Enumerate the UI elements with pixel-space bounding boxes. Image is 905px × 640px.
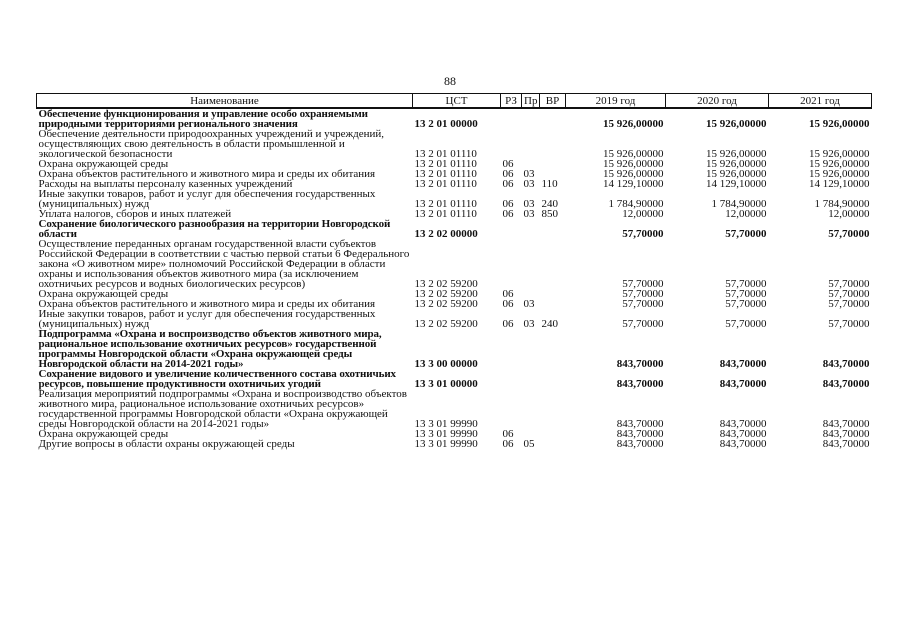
cell-csr: 13 3 01 99990 <box>414 428 478 440</box>
cell-2021: 12,00000 <box>828 208 870 220</box>
cell-rz <box>501 369 522 389</box>
cell-csr: 13 2 01 01110 <box>414 198 477 210</box>
cell-pr <box>522 329 540 369</box>
cell-2020: 843,70000 <box>719 378 767 390</box>
cell-rz: 06 <box>502 298 514 310</box>
cell-vr <box>540 108 566 129</box>
cell-2019: 57,70000 <box>622 288 664 300</box>
cell-csr: 13 2 02 59200 <box>414 278 478 290</box>
cell-2021: 57,70000 <box>828 288 870 300</box>
cell-vr <box>540 219 566 239</box>
cell-rz: 06 <box>502 438 514 450</box>
col-header-2021: 2021 год <box>769 94 872 109</box>
cell-2021: 57,70000 <box>828 228 870 240</box>
cell-rz <box>501 108 522 129</box>
cell-2021: 14 129,10000 <box>809 178 870 190</box>
cell-2020: 14 129,10000 <box>706 178 767 190</box>
cell-rz <box>501 129 522 159</box>
cell-name: Иные закупки товаров, работ и услуг для обеспечения государственных (муниципальных) нужд <box>38 308 376 330</box>
cell-csr: 13 2 02 00000 <box>414 228 478 240</box>
cell-2020: 843,70000 <box>719 428 767 440</box>
table-header-row <box>37 94 872 109</box>
cell-name: Уплата налогов, сборов и иных платежей <box>38 208 232 220</box>
cell-2021: 15 926,00000 <box>809 118 870 130</box>
cell-rz <box>501 219 522 239</box>
cell-2019: 15 926,00000 <box>603 158 664 170</box>
cell-2020: 15 926,00000 <box>706 148 767 160</box>
cell-vr <box>540 369 566 389</box>
col-header-vr: ВР <box>540 94 566 109</box>
cell-pr: 05 <box>523 438 535 450</box>
cell-csr: 13 3 01 99990 <box>414 438 478 450</box>
cell-csr: 13 2 02 59200 <box>414 288 478 300</box>
table-row <box>37 389 872 429</box>
cell-2020: 12,00000 <box>725 208 767 220</box>
cell-pr <box>522 219 540 239</box>
cell-name: Охрана окружающей среды <box>38 288 169 300</box>
cell-2019: 843,70000 <box>616 428 664 440</box>
cell-vr <box>540 159 566 169</box>
cell-2019: 15 926,00000 <box>603 168 664 180</box>
cell-vr <box>540 289 566 299</box>
cell-2021: 15 926,00000 <box>809 148 870 160</box>
cell-2019: 15 926,00000 <box>603 118 664 130</box>
cell-csr: 13 2 02 59200 <box>414 298 478 310</box>
cell-2019: 57,70000 <box>622 318 664 330</box>
cell-csr: 13 2 01 01110 <box>414 158 477 170</box>
table-row <box>37 239 872 289</box>
table-row <box>37 369 872 389</box>
cell-rz: 06 <box>502 198 514 210</box>
cell-2020: 57,70000 <box>725 318 767 330</box>
cell-2019: 843,70000 <box>616 438 664 450</box>
cell-rz: 06 <box>502 178 514 190</box>
cell-pr: 03 <box>523 178 535 190</box>
budget-table <box>36 93 872 449</box>
cell-csr: 13 2 01 01110 <box>414 148 477 160</box>
cell-name: Охрана окружающей среды <box>38 428 169 440</box>
cell-rz <box>501 239 522 289</box>
cell-vr: 240 <box>541 318 558 330</box>
cell-2021: 57,70000 <box>828 278 870 290</box>
cell-2019: 12,00000 <box>622 208 664 220</box>
cell-pr <box>522 239 540 289</box>
cell-rz: 06 <box>502 428 514 440</box>
cell-2019: 843,70000 <box>616 358 664 370</box>
table-row <box>37 329 872 369</box>
cell-name: Сохранение биологического разнообразия на территории Новгородской области <box>38 218 391 240</box>
cell-name: Обеспечение функционирования и управление особо охраняемыми природными территориями регионального значения <box>38 108 368 130</box>
cell-pr: 03 <box>523 318 535 330</box>
cell-vr: 240 <box>541 198 558 210</box>
cell-name: Подпрограмма «Охрана и воспроизводство объектов животного мира, рациональное использование охотничьих ресурсов» государственной программы Новгородской области «Охрана окружающей среды Новгородской области на 2014-2021 годы» <box>38 328 382 370</box>
col-header-pr: Пр <box>522 94 540 109</box>
table-row <box>37 439 872 449</box>
cell-name: Сохранение видового и увеличение количественного состава охотничьих ресурсов, повышение продуктивности охотничьих угодий <box>38 368 396 390</box>
cell-2021: 843,70000 <box>822 428 870 440</box>
table-row <box>37 189 872 209</box>
cell-vr <box>540 329 566 369</box>
cell-2021: 843,70000 <box>822 418 870 430</box>
table-row <box>37 309 872 329</box>
cell-csr: 13 2 01 01110 <box>414 208 477 220</box>
page-number: 88 <box>444 74 456 88</box>
table-body <box>37 108 872 449</box>
cell-rz: 06 <box>502 318 514 330</box>
cell-2021: 57,70000 <box>828 298 870 310</box>
cell-2019: 57,70000 <box>622 228 664 240</box>
cell-2020: 57,70000 <box>725 298 767 310</box>
cell-pr <box>522 108 540 129</box>
cell-vr <box>540 429 566 439</box>
cell-2021: 15 926,00000 <box>809 168 870 180</box>
cell-csr: 13 3 00 00000 <box>414 358 478 370</box>
cell-name: Реализация мероприятий подпрограммы «Охрана и воспроизводство объектов животного мира, рациональное использование охотничьих ресурсов» государственной программы Новгородской области «Охрана окружающей среды Новгородской области на 2014-2021 годы» <box>38 388 407 430</box>
cell-csr: 13 2 01 01110 <box>414 168 477 180</box>
cell-name: Осуществление переданных органам государственной власти субъектов Российской Федерации в соответствии с частью первой статьи 6 Федерального закона «О животном мире» полномочий Российской Федерации в области охраны и использования объектов животного мира (за исключением охотничьих ресурсов и водных биологических ресурсов) <box>38 238 410 290</box>
cell-vr <box>540 389 566 429</box>
cell-rz <box>501 389 522 429</box>
cell-2020: 57,70000 <box>725 288 767 300</box>
cell-vr: 110 <box>541 178 558 190</box>
cell-2021: 57,70000 <box>828 318 870 330</box>
cell-pr <box>522 129 540 159</box>
cell-2020: 15 926,00000 <box>706 168 767 180</box>
cell-name: Расходы на выплаты персоналу казенных учреждений <box>38 178 293 190</box>
cell-2019: 1 784,90000 <box>608 198 664 210</box>
cell-csr: 13 2 01 00000 <box>414 118 478 130</box>
cell-2020: 843,70000 <box>719 438 767 450</box>
col-header-name: Наименование <box>37 94 413 109</box>
cell-rz: 06 <box>502 208 514 220</box>
table-row <box>37 108 872 129</box>
cell-pr: 03 <box>523 298 535 310</box>
cell-2020: 15 926,00000 <box>706 158 767 170</box>
cell-csr: 13 2 01 01110 <box>414 178 477 190</box>
table-row <box>37 129 872 159</box>
cell-2019: 15 926,00000 <box>603 148 664 160</box>
col-header-rz: РЗ <box>501 94 522 109</box>
cell-csr: 13 3 01 00000 <box>414 378 478 390</box>
cell-csr: 13 2 02 59200 <box>414 318 478 330</box>
table-row <box>37 219 872 239</box>
cell-2019: 14 129,10000 <box>603 178 664 190</box>
cell-2021: 15 926,00000 <box>809 158 870 170</box>
cell-2019: 843,70000 <box>616 418 664 430</box>
col-header-2019: 2019 год <box>566 94 666 109</box>
cell-name: Иные закупки товаров, работ и услуг для обеспечения государственных (муниципальных) нужд <box>38 188 376 210</box>
cell-pr <box>522 389 540 429</box>
cell-2020: 1 784,90000 <box>711 198 767 210</box>
cell-2021: 1 784,90000 <box>814 198 870 210</box>
cell-csr: 13 3 01 99990 <box>414 418 478 430</box>
cell-rz: 06 <box>502 158 514 170</box>
cell-name: Охрана объектов растительного и животного мира и среды их обитания <box>38 168 376 180</box>
cell-name: Обеспечение деятельности природоохранных учреждений и учреждений, осуществляющих свою деятельность в области промышленной и экологической безопасности <box>38 128 384 160</box>
cell-vr <box>540 129 566 159</box>
cell-pr: 03 <box>523 168 535 180</box>
cell-rz <box>501 329 522 369</box>
cell-pr: 03 <box>523 208 535 220</box>
cell-name: Охрана объектов растительного и животного мира и среды их обитания <box>38 298 376 310</box>
cell-name: Охрана окружающей среды <box>38 158 169 170</box>
cell-2019: 57,70000 <box>622 278 664 290</box>
cell-2020: 15 926,00000 <box>706 118 767 130</box>
cell-2020: 57,70000 <box>725 278 767 290</box>
cell-2021: 843,70000 <box>822 378 870 390</box>
cell-vr: 850 <box>541 208 558 220</box>
cell-2019: 57,70000 <box>622 298 664 310</box>
cell-vr <box>540 239 566 289</box>
cell-2020: 843,70000 <box>719 418 767 430</box>
cell-pr <box>522 369 540 389</box>
cell-vr <box>540 439 566 449</box>
cell-rz: 06 <box>502 288 514 300</box>
col-header-2020: 2020 год <box>666 94 769 109</box>
cell-name: Другие вопросы в области охраны окружающей среды <box>38 438 295 450</box>
col-header-csr: ЦСТ <box>413 94 501 109</box>
cell-2021: 843,70000 <box>822 438 870 450</box>
cell-pr: 03 <box>523 198 535 210</box>
cell-rz: 06 <box>502 168 514 180</box>
cell-2021: 843,70000 <box>822 358 870 370</box>
cell-vr <box>540 299 566 309</box>
cell-2020: 843,70000 <box>719 358 767 370</box>
cell-2020: 57,70000 <box>725 228 767 240</box>
cell-2019: 843,70000 <box>616 378 664 390</box>
